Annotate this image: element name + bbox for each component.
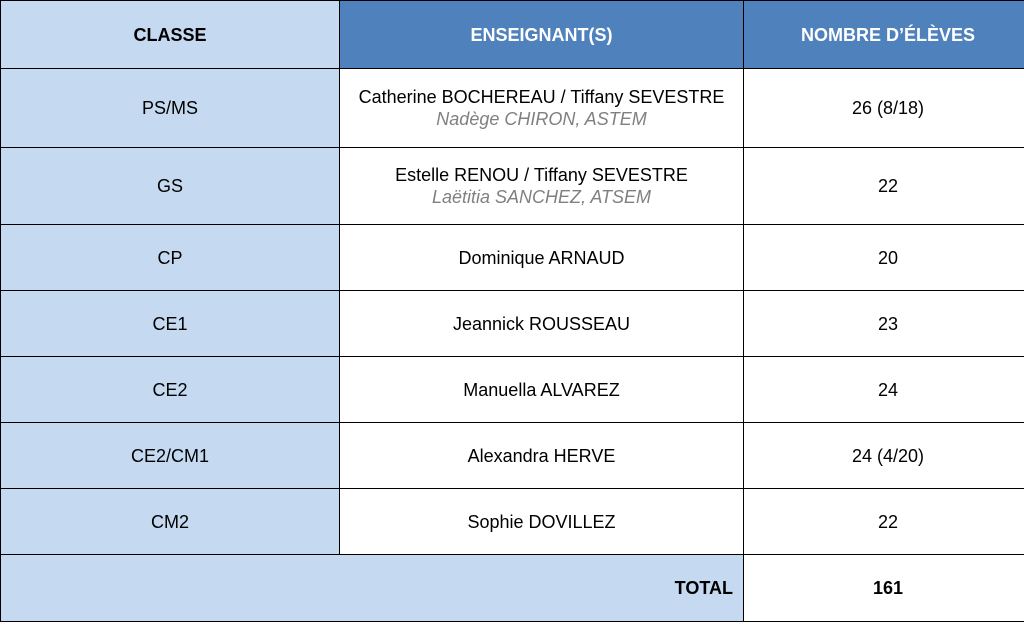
teacher-name: Dominique ARNAUD	[340, 225, 744, 291]
table-row	[1, 148, 1024, 225]
header-row	[1, 1, 1024, 69]
table-row	[1, 423, 1024, 489]
teacher-name: Manuella ALVAREZ	[340, 357, 744, 423]
student-count: 26 (8/18)	[744, 69, 1024, 148]
class-name: GS	[1, 148, 340, 225]
teacher-name: Sophie DOVILLEZ	[340, 489, 744, 555]
total-value: 161	[744, 555, 1024, 622]
class-name: CE2/CM1	[1, 423, 340, 489]
table-row	[1, 357, 1024, 423]
header-nombre-eleves: NOMBRE D’ÉLÈVES	[744, 1, 1024, 69]
table-row	[1, 225, 1024, 291]
student-count: 24	[744, 357, 1024, 423]
header-classe: CLASSE	[1, 1, 340, 69]
total-row	[1, 555, 1024, 622]
student-count: 24 (4/20)	[744, 423, 1024, 489]
student-count: 23	[744, 291, 1024, 357]
class-name: CE1	[1, 291, 340, 357]
teacher-cell	[340, 148, 744, 225]
assistant-name: Laëtitia SANCHEZ, ATSEM	[431, 187, 652, 207]
header-enseignants: ENSEIGNANT(S)	[340, 1, 744, 69]
table-row	[1, 291, 1024, 357]
class-name: CE2	[1, 357, 340, 423]
student-count: 20	[744, 225, 1024, 291]
student-count: 22	[744, 148, 1024, 225]
total-label: TOTAL	[1, 555, 744, 622]
table-row	[1, 69, 1024, 148]
teacher-name: Catherine BOCHEREAU / Tiffany SEVESTRE	[358, 87, 725, 107]
assistant-name: Nadège CHIRON, ASTEM	[436, 109, 647, 129]
class-name: CM2	[1, 489, 340, 555]
student-count: 22	[744, 489, 1024, 555]
teacher-name: Estelle RENOU / Tiffany SEVESTRE	[395, 165, 688, 185]
teacher-name: Alexandra HERVE	[340, 423, 744, 489]
class-name: CP	[1, 225, 340, 291]
class-name: PS/MS	[1, 69, 340, 148]
teacher-name: Jeannick ROUSSEAU	[340, 291, 744, 357]
teacher-cell	[340, 69, 744, 148]
table-row	[1, 489, 1024, 555]
